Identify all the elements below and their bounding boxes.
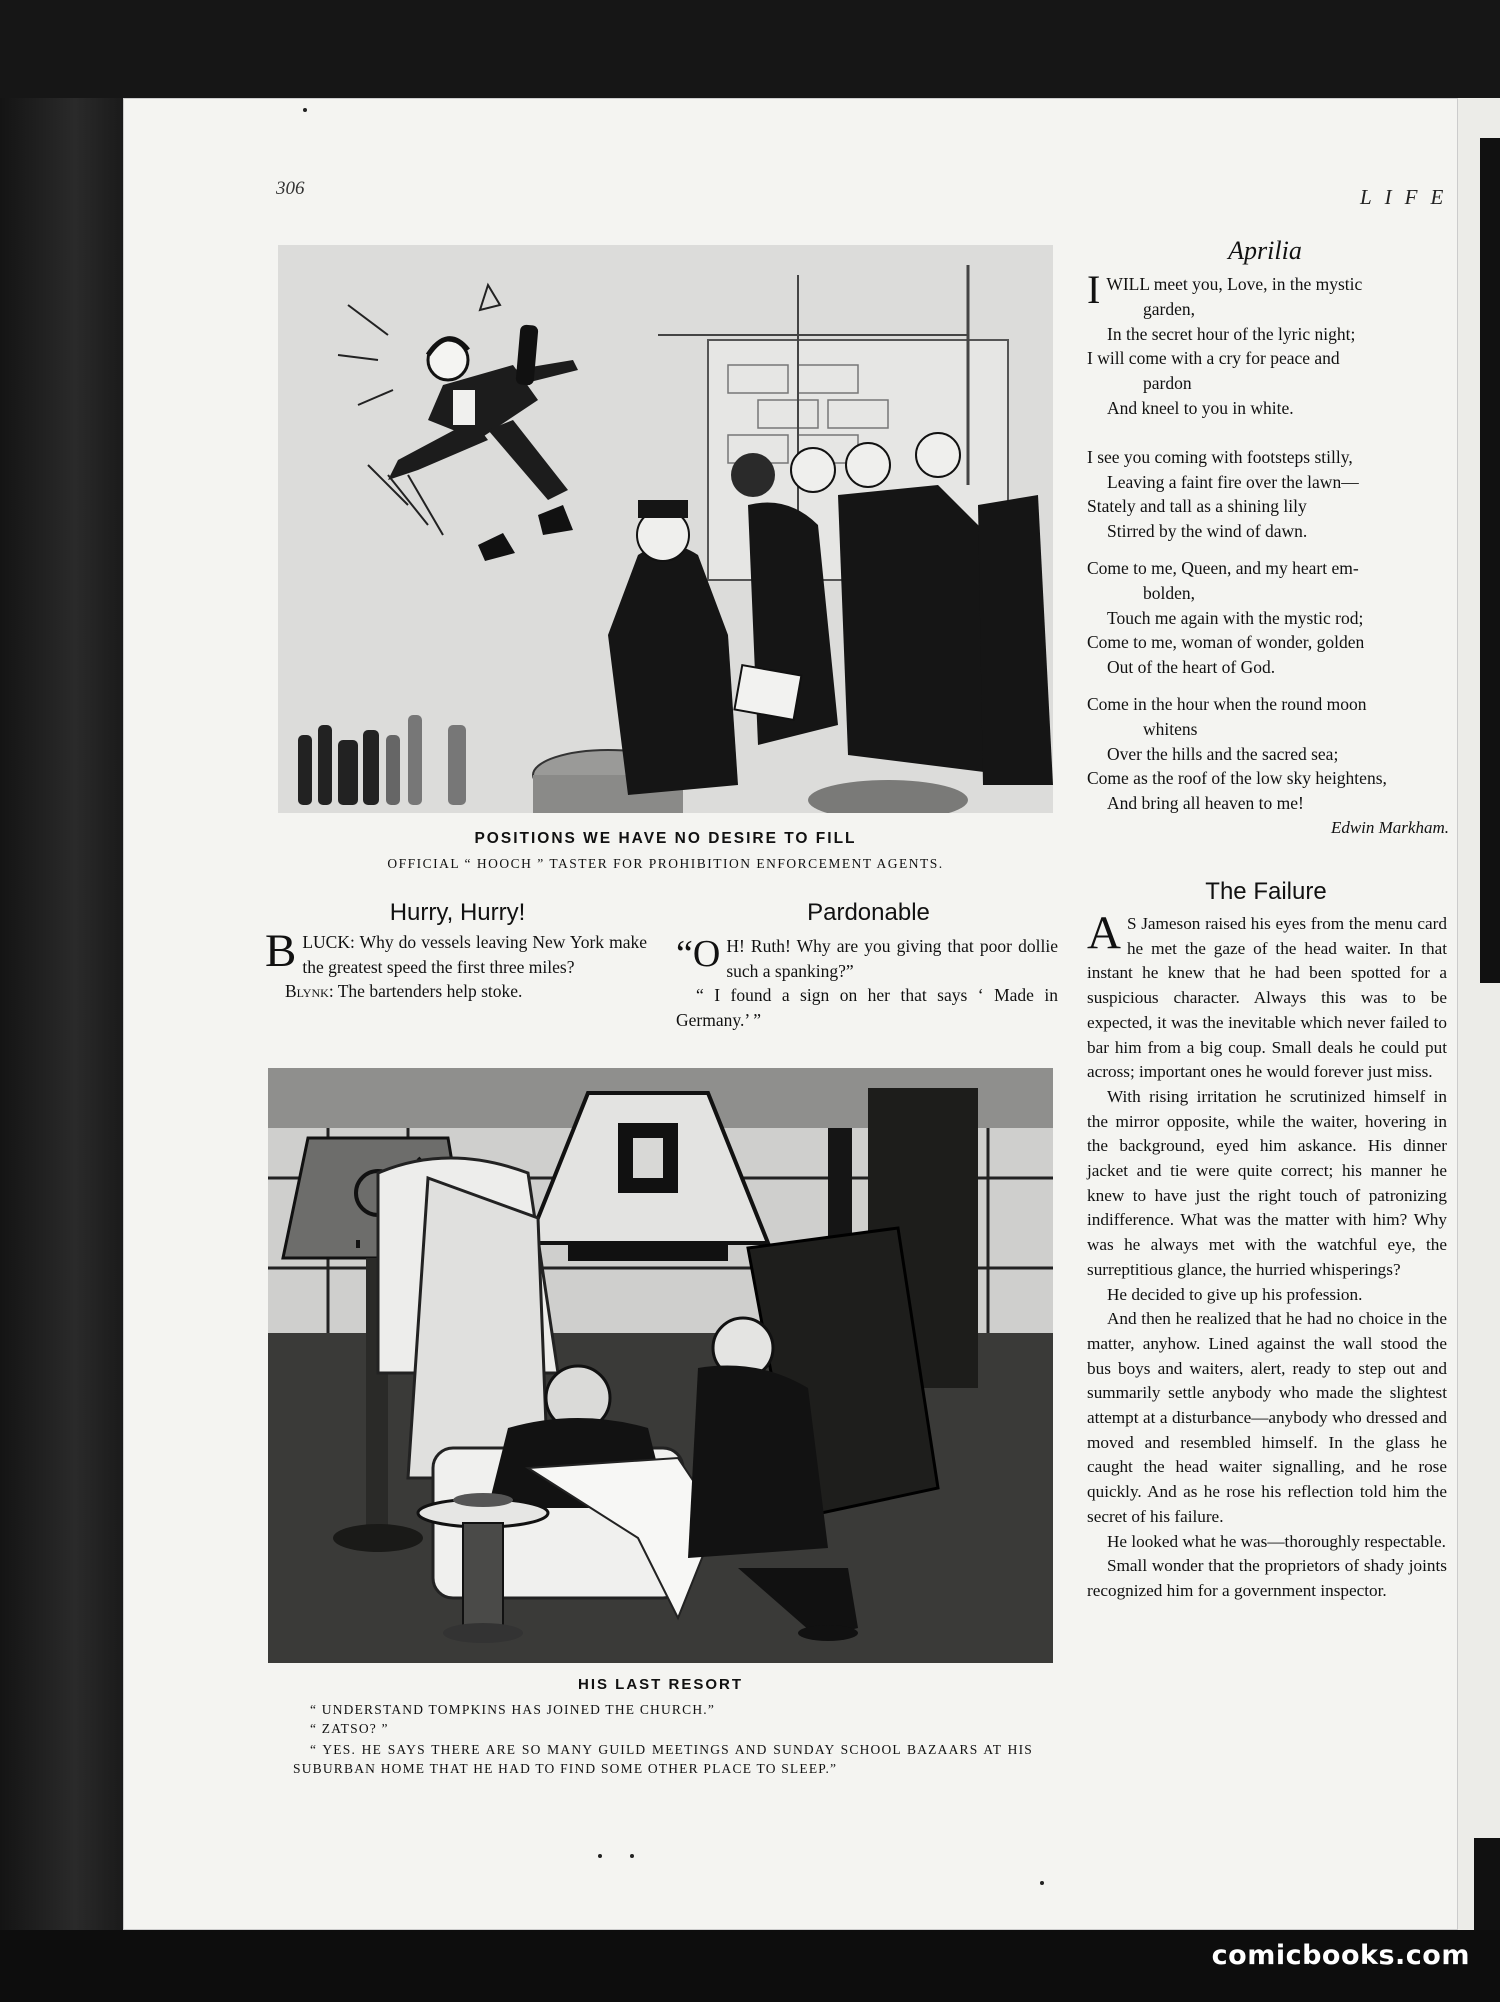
- aprilia-line-12: Out of the heart of God.: [1107, 657, 1276, 678]
- aprilia-line-15: Come as the roof of the low sky heightens,: [1087, 768, 1387, 789]
- failure-para-5: He looked what he was—thoroughly respectable.: [1107, 1531, 1446, 1551]
- scan-speck: [598, 1854, 602, 1858]
- aprilia-stanza-2: [1087, 445, 1449, 544]
- aprilia-stanza-4: [1087, 692, 1449, 816]
- aprilia-line-10: Touch me again with the mystic rod;: [1107, 607, 1364, 628]
- pardonable-body: [676, 934, 1058, 1032]
- aprilia-line-9: Come to me, Queen, and my heart em-: [1087, 557, 1359, 578]
- aprilia-line-6: Leaving a faint fire over the lawn—: [1107, 471, 1359, 492]
- aprilia-poem: [1087, 267, 1449, 838]
- failure-para-3: He decided to give up his profession.: [1107, 1284, 1363, 1304]
- hurry-answer: : The bartenders help stoke.: [328, 981, 523, 1001]
- aprilia-line-8: Stirred by the wind of dawn.: [1107, 521, 1308, 542]
- hurry-question: : Why do vessels leaving New York make the greatest speed the first three miles?: [302, 932, 647, 977]
- cartoon-last-resort-quote-2: “ ZATSO? ”: [310, 1721, 389, 1736]
- pardonable-dropcap: “O: [676, 933, 721, 975]
- cartoon-last-resort-quote-1: “ UNDERSTAND TOMPKINS HAS JOINED THE CHURCH.”: [310, 1702, 716, 1717]
- next-page-edge: [1458, 98, 1500, 1930]
- cartoon-last-resort-caption-title: HIS LAST RESORT: [577, 1676, 743, 1693]
- cartoon-last-resort-quote-3: “ YES. HE SAYS THERE ARE SO MANY GUILD MEETINGS AND SUNDAY SCHOOL BAZAARS AT HIS SUBURBAN HOME THAT HE HAD TO FIND SOME OTHER PLACE TO SLEEP.”: [293, 1742, 1033, 1776]
- hurry-hurry-title: Hurry, Hurry!: [389, 899, 526, 926]
- failure-para-2: With rising irritation he scrutinized himself in the mirror opposite, while the waiter, hovering in the background, eyed him askance. His dinner jacket and tie were quite correct; his manner he knew to have just the right touch of patronizing indifference. What was the matter with him? Why was he always met with the watchful eye, the surreptitious glance, the hurried whisperings?: [1087, 1086, 1447, 1279]
- scan-speck: [1040, 1881, 1044, 1885]
- pardonable-title: Pardonable: [807, 899, 930, 926]
- scan-margin-left: [0, 0, 125, 2002]
- scan-margin-top: [0, 0, 1500, 98]
- aprilia-dropcap: I: [1087, 267, 1101, 312]
- pardonable-line1: H! Ruth! Why are you giving that poor dollie such a spanking?”: [726, 936, 1058, 981]
- cartoon-positions-caption-title: POSITIONS WE HAVE NO DESIRE TO FILL: [474, 830, 857, 847]
- aprilia-line-3: I will come with a cry for peace and: [1087, 348, 1340, 369]
- failure-title: The Failure: [1205, 878, 1327, 905]
- aprilia-line-5: I see you coming with footsteps stilly,: [1087, 446, 1353, 467]
- cartoon-positions-caption-subtitle: OFFICIAL “ HOOCH ” TASTER FOR PROHIBITION ENFORCEMENT AGENTS.: [387, 856, 944, 871]
- failure-para-6: Small wonder that the proprietors of shady joints recognized him for a government inspector.: [1087, 1556, 1447, 1600]
- site-watermark: comicbooks.com: [1211, 1940, 1470, 1971]
- aprilia-line-11: Come to me, woman of wonder, golden: [1087, 632, 1365, 653]
- failure-dropcap: A: [1087, 907, 1121, 959]
- failure-para-4: And then he realized that he had no choice in the matter, anyhow. Lined against the wall stood the bus boys and waiters, alert, ready to step out and summarily settle anybody who made the slightest attempt at a disturbance—anybody who dressed and moved and resembled himself. In the glass he caught the head waiter signalling, and he rose quickly. And as he rose his reflection told him the secret of his failure.: [1087, 1309, 1447, 1526]
- next-page-print-block: [1480, 138, 1500, 983]
- aprilia-line-14: Over the hills and the sacred sea;: [1107, 743, 1339, 764]
- aprilia-line-13b: whitens: [1143, 718, 1198, 739]
- aprilia-line-2: In the secret hour of the lyric night;: [1107, 323, 1356, 344]
- aprilia-stanza-1: [1087, 267, 1449, 421]
- aprilia-line-4: And kneel to you in white.: [1107, 397, 1294, 418]
- failure-story: [1087, 907, 1447, 1604]
- aprilia-line-1: WILL meet you, Love, in the mystic: [1106, 274, 1363, 294]
- hurry-dropcap: B: [265, 925, 297, 977]
- hurry-speaker-bluck: LUCK: [302, 932, 350, 952]
- cartoon-positions-drawing: [278, 245, 1053, 813]
- scan-speck: [630, 1854, 634, 1858]
- failure-para-1: S Jameson raised his eyes from the menu card he met the gaze of the head waiter. In that instant he knew that he had been spotted for a suspicious character. Always this was to be expected, it was the inevitable which never failed to bar him from a big coup. Small deals he could put across; important ones he would forever just miss.: [1087, 914, 1447, 1082]
- aprilia-author: Edwin Markham.: [1330, 817, 1449, 837]
- aprilia-line-3b: pardon: [1143, 373, 1192, 394]
- hurry-hurry-body: [265, 925, 647, 1004]
- aprilia-line-1b: garden,: [1143, 298, 1195, 319]
- aprilia-line-7: Stately and tall as a shining lily: [1087, 496, 1307, 517]
- next-page-letter-fragment: [1474, 1838, 1500, 1930]
- scan-speck: [303, 108, 307, 112]
- aprilia-line-13: Come in the hour when the round moon: [1087, 693, 1367, 714]
- cartoon-last-resort-illustration: [268, 1068, 1053, 1663]
- aprilia-line-9b: bolden,: [1143, 582, 1196, 603]
- cartoon-positions-illustration: [278, 245, 1053, 813]
- cartoon-last-resort-drawing: [268, 1068, 1053, 1663]
- running-head: LIFE: [1360, 185, 1457, 209]
- hurry-speaker-blynk: Blynk: [285, 981, 329, 1001]
- pardonable-line2: “ I found a sign on her that says ‘ Made in Germany.’ ”: [676, 985, 1058, 1030]
- aprilia-title: Aprilia: [1228, 236, 1302, 265]
- aprilia-line-16: And bring all heaven to me!: [1107, 793, 1304, 814]
- aprilia-stanza-3: [1087, 556, 1449, 680]
- page-number: 306: [276, 178, 305, 199]
